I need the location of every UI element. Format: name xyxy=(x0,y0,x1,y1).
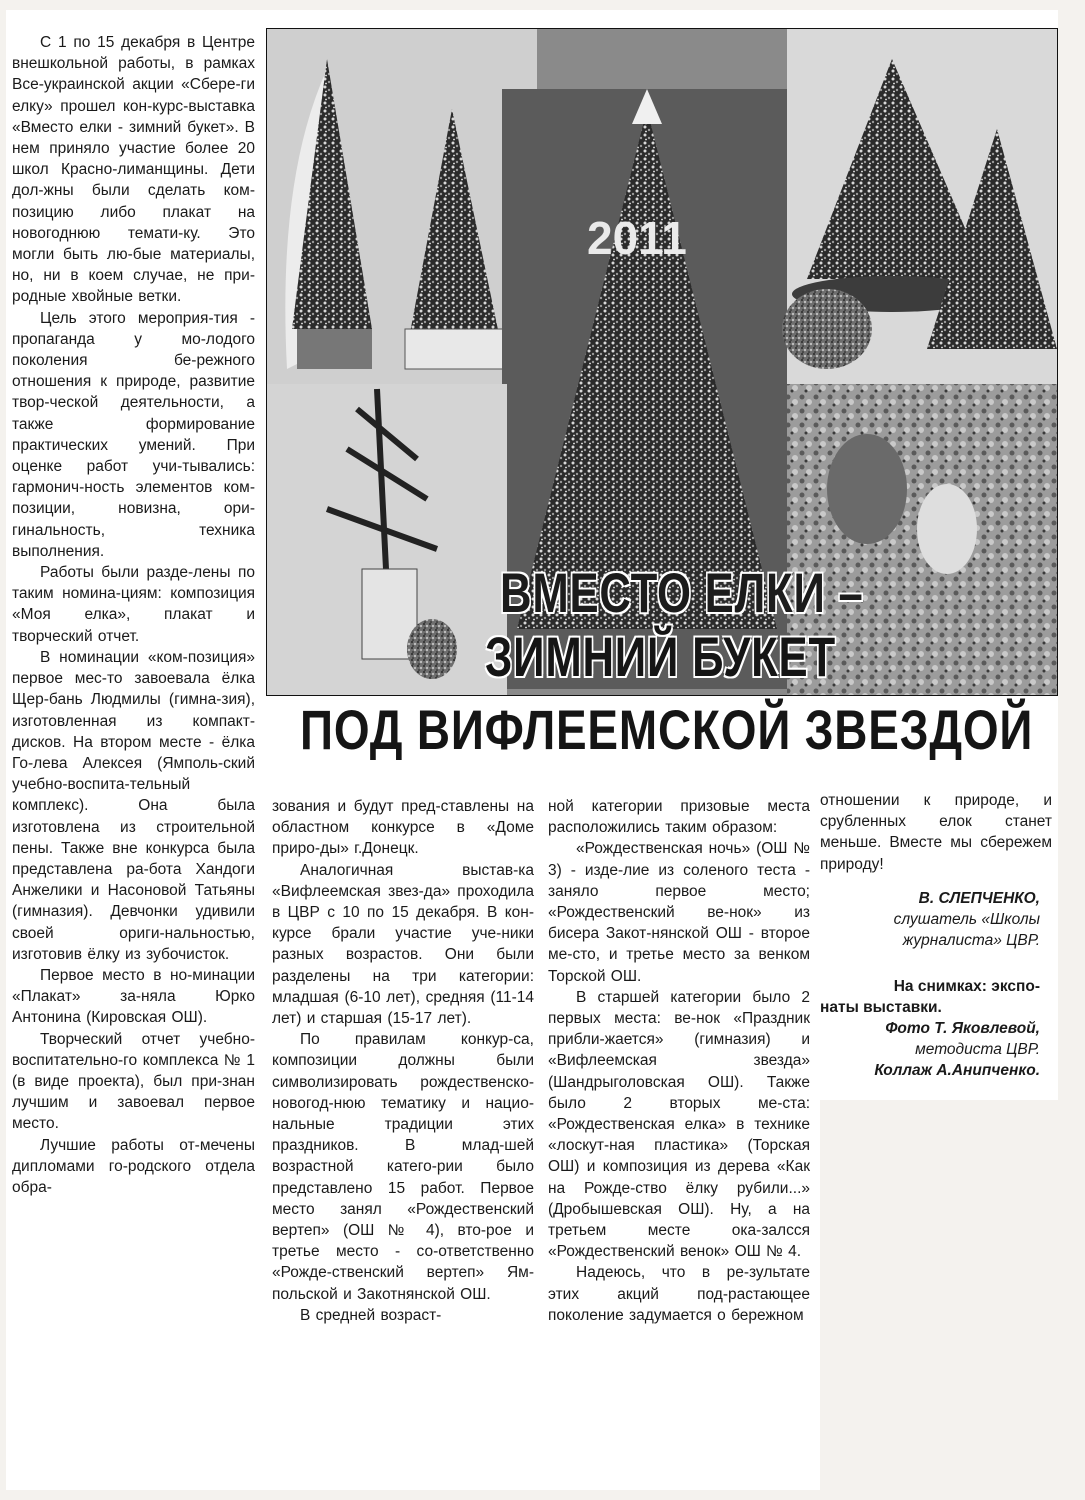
headline-line-1: ВМЕСТО ЕЛКИ – xyxy=(500,561,864,624)
tree-year-text: 2011 xyxy=(587,212,687,264)
article-column-4 xyxy=(820,790,1052,875)
author-name: В. СЛЕПЧЕНКО, xyxy=(918,890,1040,907)
paragraph: Надеюсь, что в ре-зультате этих акций под-растающее поколение задумается о бережном xyxy=(548,1264,810,1324)
author-role: слушатель «Школы xyxy=(893,911,1040,928)
article-column-3 xyxy=(548,796,810,1326)
paragraph: зования и будут пред-ставлены на областном конкурсе в «Доме приро-ды» г.Донецк. xyxy=(272,798,534,858)
photo-caption xyxy=(820,976,1040,1081)
author-signature xyxy=(820,888,1040,951)
paragraph: В средней возраст- xyxy=(300,1306,442,1324)
caption-line: Фото Т. Яковлевой, xyxy=(885,1020,1040,1037)
clipping-cutout-corner xyxy=(820,1100,1085,1500)
caption-line: Коллаж А.Анипченко. xyxy=(874,1062,1040,1079)
paragraph: Творческий отчет учебно-воспитательно-го комплекса № 1 (в виде проекта), был при-знан лучшим и завоевал первое место. xyxy=(12,1030,255,1133)
paragraph: Работы были разде-лены по таким номина-циям: композиция «Моя елка», плакат и творческий отчет. xyxy=(12,564,255,645)
paragraph: отношении к природе, и срубленных елок станет меньше. Вместе мы сбережем природу! xyxy=(820,792,1052,873)
headline-line-2: ЗИМНИЙ БУКЕТ xyxy=(485,625,836,688)
paragraph: В номинации «ком-позиция» первое мес-то завоевала ёлка Щер-бань Людмилы (гимна-зия), изготовленная из компакт-дисков. На втором месте - ёлка Го-лева Алексея (Ямполь-ский учебно-воспита-тельный комплекс). Она была изготовлена из строительной пены. Также вне конкурса была представлена ра-бота Хандоги Анжелики и Насоновой Татьяны (гимназия). Девчонки удивили своей ориги-нальностью, изготовив ёлку из зубочисток. xyxy=(12,648,255,963)
article-column-1 xyxy=(12,32,255,1198)
paragraph: Лучшие работы от-мечены дипломами го-родского отдела обра- xyxy=(12,1136,255,1196)
paragraph: ной категории призовые места расположились таким образом: xyxy=(548,798,810,837)
paragraph: Цель этого мероприя-тия - пропаганда у мо-лодого поколения бе-режного отношения к природе, развитие твор-ческой деятельности, а также формирование практических умений. При оценке работ учи-тывались: гармонич-ность элементов ком-позиции, новизна, ори-гинальность, техника выполнения. xyxy=(12,309,255,560)
author-role: журналиста» ЦВР. xyxy=(902,932,1040,949)
paragraph: С 1 по 15 декабря в Центре внешкольной работы, в рамках Все-украинской акции «Сбере-ги елку» прошел кон-курс-выставка «Вместо елки - зимний букет». В нем приняло участие более 20 школ Красно-лиманщины. Дети дол-жны были сделать ком-позицию либо плакат на новогоднюю темати-ку. Это могли быть лю-бые материалы, но, ни в коем случае, не при-родные хвойные ветки. xyxy=(12,34,255,306)
headline-line-3: ПОД ВИФЛЕЕМСКОЙ ЗВЕЗДОЙ xyxy=(300,698,1034,761)
caption-line: наты выставки. xyxy=(820,999,942,1016)
caption-line: методиста ЦВР. xyxy=(915,1041,1040,1058)
paragraph: «Рождественская ночь» (ОШ № 3) - изде-лие из соленого теста - заняло первое место; «Рождественский ве-нок» из бисера Закот-нянской ОШ - второе ме-сто, и третье место за венком Торской ОШ. xyxy=(548,840,810,985)
paragraph: В старшей категории было 2 первых места: ве-нок «Праздник прибли-жается» (гимназия) и «Вифлеемская звезда» (Шандрыголовская ОШ). Также было 2 вторых ме-ста: «Рождественская елка» в технике «лоскут-ная пластика» (Торская ОШ) и композиция из дерева «Как на Рожде-ство ёлку рубили...» (Дробышевская ОШ). Ну, а на третьем месте ока-залсся «Рождественский венок» ОШ № 4. xyxy=(548,988,810,1261)
article-column-2 xyxy=(272,796,534,1326)
paragraph: По правилам конкур-са, композиции должны были символизировать рождественско-новогод-нюю тематику и нацио-нальные традиции этих праздников. В млад-шей возрастной катего-рии было представлено 15 работ. Первое место занял «Рождественский вертеп» (ОШ № 4), вто-рое и третье место - со-ответственно «Рожде-ственский вертеп» Ям-польской и Закотнянской ОШ. xyxy=(272,1031,534,1303)
paragraph: Первое место в но-минации «Плакат» за-няла Юрко Антонина (Кировская ОШ). xyxy=(12,966,255,1027)
caption-line: На снимках: экспо- xyxy=(893,978,1040,995)
paragraph: Аналогичная выстав-ка «Вифлеемская звез-да» проходила в ЦВР с 10 по 15 декабря. В кон-курсе брали участие уче-ники разных возрастов. Они были разделены на три категории: младшая (6-10 лет), средняя (11-14 лет) и старшая (15-17 лет). xyxy=(272,861,534,1028)
